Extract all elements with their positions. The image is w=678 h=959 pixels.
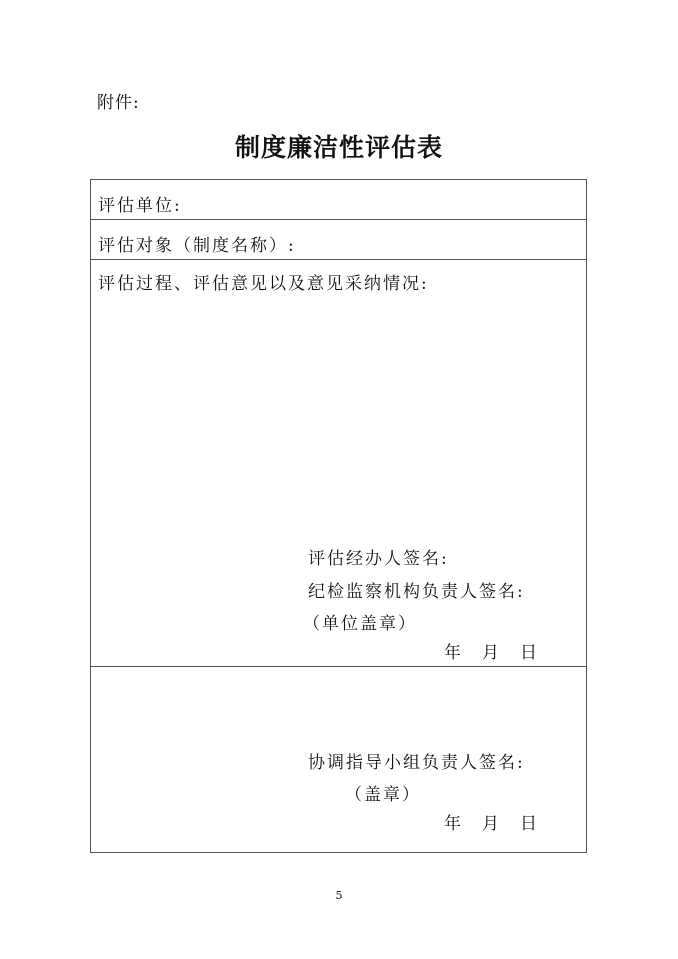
handler-signature-label: 评估经办人签名: [308, 549, 449, 569]
object-label: 评估对象（制度名称）: [98, 236, 296, 256]
row-divider [91, 259, 586, 260]
date-label: 年 月 日 [444, 814, 539, 834]
evaluation-form-table [90, 179, 587, 853]
discipline-head-signature-label: 纪检监察机构负责人签名: [308, 582, 525, 602]
page-number: 5 [335, 889, 343, 902]
unit-label: 评估单位: [98, 196, 182, 216]
row-divider [91, 219, 586, 220]
date-label: 年 月 日 [444, 643, 539, 663]
process-label: 评估过程、评估意见以及意见采纳情况: [98, 274, 429, 294]
row-divider [91, 666, 586, 667]
unit-seal-label: （单位盖章） [303, 614, 417, 634]
attachment-label: 附件: [97, 93, 140, 113]
page-title: 制度廉洁性评估表 [234, 133, 443, 162]
leader-signature-label: 协调指导小组负责人签名: [308, 753, 525, 773]
seal-label: （盖章） [345, 785, 421, 805]
